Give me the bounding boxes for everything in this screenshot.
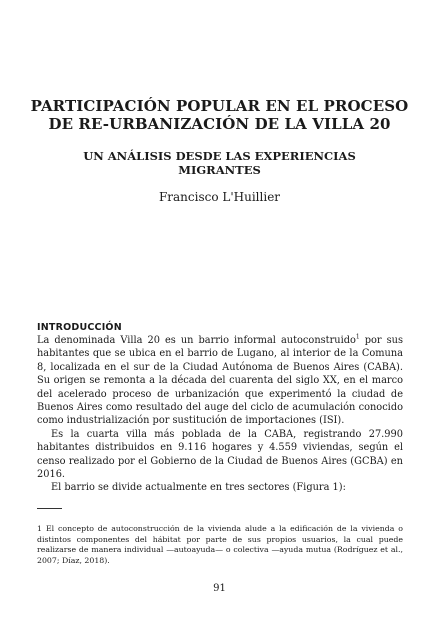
footnote-divider xyxy=(37,508,62,509)
footnote-text: El concepto de autoconstrucción de la vivienda alude a la edificación de la vivienda o distintos componentes del hábitat por parte de sus propios usuarios, la cual puede realizarse de manera individual —autoayuda— o colectiva —ayuda mutua (Rodríguez et al., 2007; Díaz, 2018). xyxy=(37,524,403,565)
paragraph-3: El barrio se divide actualmente en tres sectores (Figura 1): xyxy=(51,482,346,494)
paragraph-1 xyxy=(37,334,403,428)
footnote-reference[interactable]: 1 xyxy=(355,333,360,341)
chapter-title: PARTICIPACIÓN POPULAR EN EL PROCESO DE RE-URBANIZACIÓN DE LA VILLA 20 xyxy=(30,97,409,133)
chapter-subtitle: UN ANÁLISIS DESDE LAS EXPERIENCIAS MIGRANTES xyxy=(83,149,356,177)
author-name: Francisco L'Huillier xyxy=(158,190,281,204)
page-number: 91 xyxy=(213,583,226,594)
paragraph-1-text-end: por sus habitantes que se ubica en el barrio de Lugano, al interior de la Comuna 8, localizada en el sur de la Ciudad Autónoma de Buenos Aires (CABA). Su origen se remonta a la década del cuarenta del siglo XX, en el marco del acelerado proceso de urbanización que experimentó la ciudad de Buenos Aires como resultado del auge del ciclo de acumulación conocido como industrialización por sustitución de importaciones (ISI). xyxy=(37,335,403,427)
paragraph-2: Es la cuarta villa más poblada de la CABA, registrando 27.990 habitantes distribuidos en 9.116 hogares y 4.559 viviendas, según el censo realizado por el Gobierno de la Ciudad de Buenos Aires (GCBA) en 2016. xyxy=(37,428,403,481)
paragraph-1-text-start: La denominada Villa 20 es un barrio informal autoconstruido xyxy=(37,335,356,346)
footnote-number: 1 xyxy=(37,524,42,533)
body-text xyxy=(37,321,403,495)
footnote xyxy=(37,524,403,566)
section-heading: INTRODUCCIÓN xyxy=(37,322,122,333)
